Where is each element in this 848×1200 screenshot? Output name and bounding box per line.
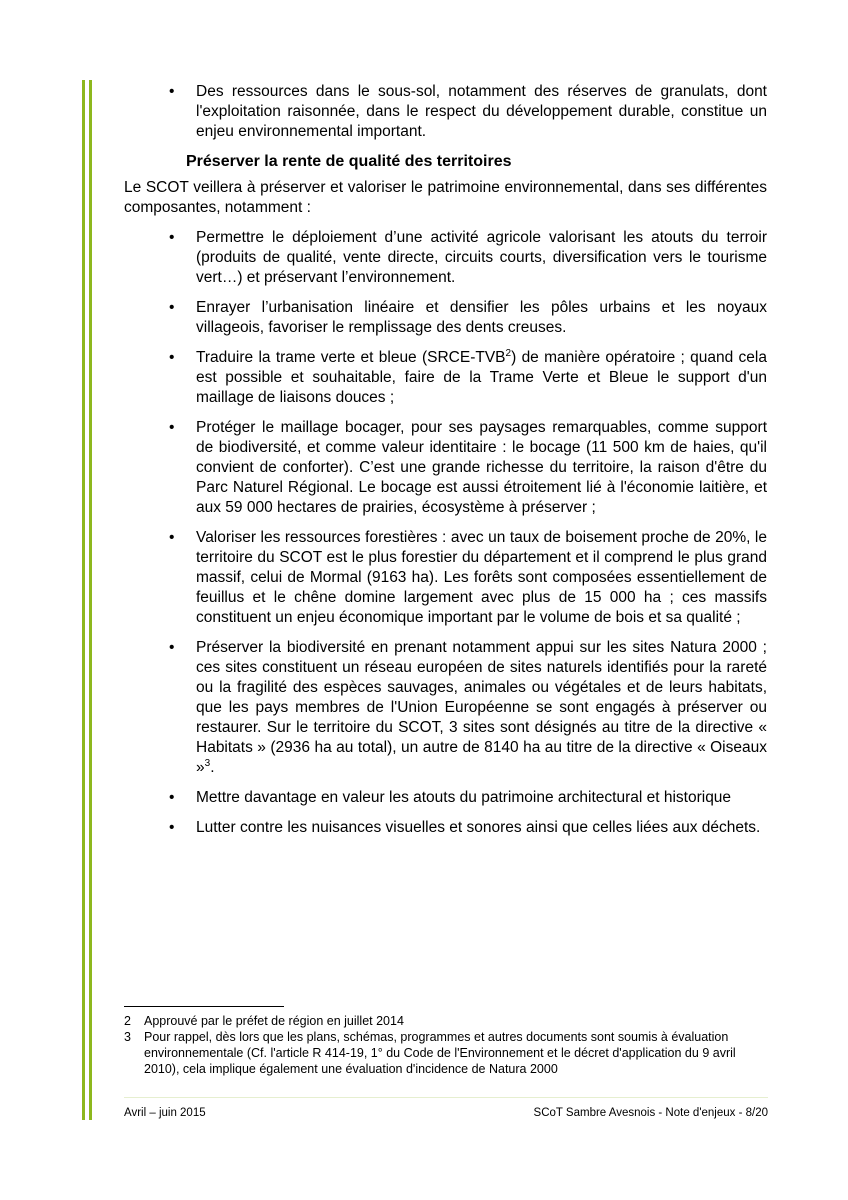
bullet-text: Valoriser les ressources forestières : avec un taux de boisement proche de 20%, le territoire du SCOT est le plus forestier du département et il comprend le plus grand massif, celui de Mormal (9163 ha). Les forêts sont composées essentiellement de feuillus et le chêne domine largement avec plus de 15 000 ha ; ces massifs constituent un enjeu économique important par le volume de bois et sa qualité ; — [196, 529, 767, 626]
bullet-text: Enrayer l’urbanisation linéaire et densifier les pôles urbains et les noyaux villageois, favoriser le remplissage des dents creuses. — [196, 299, 767, 336]
footnote-text: Pour rappel, dès lors que les plans, schémas, programmes et autres documents sont soumis à évaluation environnementale (Cf. l'article R 414-19, 1° du Code de l'Environnement et le décret d'application du 9 avril 2010), cela implique également une évaluation d'incidence de Natura 2000 — [144, 1030, 736, 1076]
intro-bullet-list — [124, 82, 767, 142]
bullet-icon: • — [169, 419, 175, 436]
bullet-text-part: ) de manière opératoire ; quand cela est possible et souhaitable, faire de la Trame Verte et Bleue le support d'un maillage de liaisons douces ; — [196, 349, 767, 406]
bullet-text — [196, 639, 767, 776]
footnote-2 — [124, 1013, 774, 1029]
bullet-icon: • — [169, 819, 175, 836]
bullet-text: Lutter contre les nuisances visuelles et sonores ainsi que celles liées aux déchets. — [196, 819, 761, 836]
footnote-number: 3 — [124, 1030, 131, 1044]
footnote-text: Approuvé par le préfet de région en juillet 2014 — [144, 1014, 404, 1028]
bullet-text — [196, 349, 767, 406]
list-item — [124, 818, 767, 838]
footnotes — [124, 1013, 774, 1077]
page-body — [124, 82, 767, 848]
margin-accent-bar — [82, 80, 85, 1120]
bullet-icon: • — [169, 789, 175, 806]
bullet-icon: • — [169, 639, 175, 656]
footnote-divider — [124, 1006, 284, 1007]
section-heading: Préserver la rente de qualité des territoires — [186, 153, 512, 170]
margin-accent-bar-inner — [89, 80, 92, 1120]
bullet-text: Des ressources dans le sous-sol, notamment des réserves de granulats, dont l'exploitation raisonnée, dans le respect du développement durable, constitue un enjeu environnemental important. — [196, 83, 767, 140]
section-intro: Le SCOT veillera à préserver et valoriser le patrimoine environnemental, dans ses différentes composantes, notamment : — [124, 179, 767, 216]
bullet-text-part: Traduire la trame verte et bleue (SRCE-TVB — [196, 349, 506, 366]
list-item — [124, 228, 767, 288]
footnote-ref-3[interactable]: 3 — [204, 757, 211, 769]
bullet-text: Protéger le maillage bocager, pour ses paysages remarquables, comme support de biodiversité, et comme valeur identitaire : le bocage (11 500 km de haies, qu'il convient de conforter). C’est une grande richesse du territoire, la raison d'être du Parc Naturel Régional. Le bocage est aussi étroitement lié à l'économie laitière, et aux 59 000 hectares de prairies, écosystème à préserver ; — [196, 419, 767, 516]
list-item — [124, 348, 767, 408]
bullet-text-part: Préserver la biodiversité en prenant notamment appui sur les sites Natura 2000 ; ces sites constituent un réseau européen de sites naturels identifiés pour la rareté ou la fragilité des espèces sauvages, animales ou végétales et de leurs habitats, que les pays membres de l'Union Européenne se sont engagés à préserver ou restaurer. Sur le territoire du SCOT, 3 sites sont désignés au titre de la directive « Habitats » (2936 ha au total), un autre de 8140 ha au titre de la directive « Oiseaux » — [196, 639, 767, 776]
bullet-text-part: . — [210, 759, 215, 776]
footer-date: Avril – juin 2015 — [124, 1107, 206, 1119]
bullet-icon: • — [169, 529, 175, 546]
footnote-3 — [124, 1029, 774, 1077]
footnote-number: 2 — [124, 1014, 131, 1028]
footnote-ref-2[interactable]: 2 — [505, 347, 512, 359]
bullet-icon: • — [169, 83, 175, 100]
list-item — [124, 298, 767, 338]
footer-divider — [124, 1097, 768, 1098]
list-item — [124, 788, 767, 808]
bullet-icon: • — [169, 349, 175, 366]
list-item — [124, 418, 767, 518]
list-item — [124, 638, 767, 778]
environment-bullet-list — [124, 228, 767, 838]
footer-document-info: SCoT Sambre Avesnois - Note d'enjeux - 8/20 — [533, 1107, 768, 1119]
bullet-icon: • — [169, 299, 175, 316]
bullet-text: Permettre le déploiement d’une activité agricole valorisant les atouts du terroir (produits de qualité, vente directe, circuits courts, diversification vers le tourisme vert…) et préservant l’environnement. — [196, 229, 767, 286]
bullet-icon: • — [169, 229, 175, 246]
bullet-text: Mettre davantage en valeur les atouts du patrimoine architectural et historique — [196, 789, 732, 806]
list-item — [124, 528, 767, 628]
list-item — [124, 82, 767, 142]
